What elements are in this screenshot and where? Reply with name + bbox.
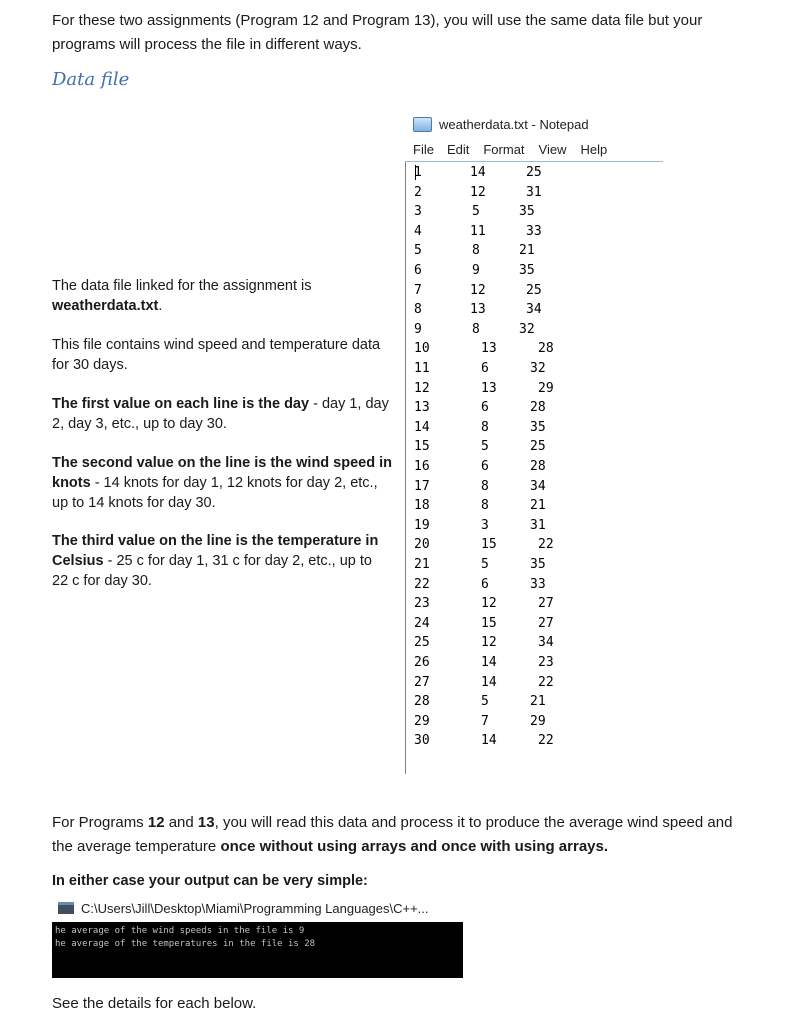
menu-format[interactable]: Format: [483, 141, 525, 157]
temperature-value: 28: [538, 341, 554, 357]
wind-speed-value: 12: [470, 184, 486, 200]
temperature-value: 35: [519, 204, 535, 220]
console-output: [52, 922, 463, 978]
output-heading: In either case your output can be very simple:: [52, 873, 368, 889]
day-value: 13: [414, 400, 430, 416]
day-value: 18: [414, 498, 430, 514]
wind-speed-value: 8: [472, 321, 480, 337]
day-value: 19: [414, 517, 430, 533]
para-text: , you will read this data and process it to produce the average wind speed and the average temperature: [52, 814, 733, 855]
day-value: 4: [414, 223, 422, 239]
day-value: 15: [414, 439, 430, 455]
temperature-value: 34: [530, 478, 546, 494]
wind-speed-value: 9: [472, 263, 480, 278]
day-value: 20: [414, 537, 430, 553]
wind-speed-value: 6: [481, 576, 489, 592]
data-file-description: [52, 276, 392, 316]
wind-speed-value: 8: [481, 498, 489, 514]
temperature-value: 35: [530, 419, 546, 435]
programs-description: [52, 811, 752, 859]
day-value: 5: [414, 243, 422, 259]
desc-bold: The third value on the line is the temperature in Celsius: [52, 533, 379, 569]
console-titlebar: [52, 895, 463, 921]
temperature-value: 22: [538, 674, 554, 690]
wind-speed-value: 6: [481, 459, 489, 474]
wind-speed-value: 14: [481, 674, 497, 690]
desc-text: - day 1, day 2, day 3, etc., up to day 30.: [52, 396, 389, 432]
notepad-menubar: [405, 137, 663, 162]
temperature-value: 34: [538, 635, 554, 651]
day-value: 16: [414, 459, 430, 474]
temperature-value: 32: [530, 361, 546, 376]
data-contents-description: This file contains wind speed and temperature data for 30 days.: [52, 337, 381, 373]
temperature-value: 21: [530, 498, 546, 514]
wind-speed-value: 5: [481, 694, 489, 710]
day-value: 8: [414, 302, 422, 318]
temperature-value: 25: [526, 165, 542, 180]
temperature-value: 22: [538, 537, 554, 553]
desc-text: - 25 c for day 1, 31 c for day 2, etc., up to 22 c for day 30.: [52, 553, 372, 589]
day-value: 26: [414, 655, 430, 670]
day-value: 1: [414, 165, 422, 180]
day-value: 12: [414, 380, 430, 396]
temperature-value: 21: [530, 694, 546, 710]
wind-speed-value: 8: [472, 243, 480, 259]
desc-text: - 14 knots for day 1, 12 knots for day 2, etc., up to 14 knots for day 30.: [52, 475, 378, 511]
temperature-value: 22: [538, 733, 554, 749]
menu-edit[interactable]: Edit: [446, 141, 470, 157]
temperature-value: 28: [530, 459, 546, 474]
notepad-titlebar: [405, 112, 663, 137]
temperature-value: 28: [530, 400, 546, 416]
temperature-value: 25: [530, 439, 546, 455]
temperature-value: 27: [538, 615, 554, 631]
desc-bold: The first value on each line is the day: [52, 396, 310, 412]
temperature-value: 21: [519, 243, 535, 259]
wind-speed-value: 15: [481, 615, 497, 631]
day-value: 11: [414, 361, 430, 376]
wind-speed-value: 3: [481, 517, 489, 533]
wind-speed-value: 8: [481, 478, 489, 494]
para-text: For Programs: [52, 814, 148, 831]
day-value: 6: [414, 263, 422, 278]
notepad-title: weatherdata.txt - Notepad: [439, 117, 589, 132]
day-value: 25: [414, 635, 430, 651]
desc-text: .: [158, 298, 163, 314]
console-icon: [58, 902, 74, 914]
wind-speed-value: 11: [470, 223, 486, 239]
wind-speed-value: 14: [481, 733, 497, 749]
temperature-value: 34: [526, 302, 542, 318]
wind-speed-value: 14: [470, 165, 486, 180]
para-text: and: [164, 814, 198, 831]
temperature-value: 25: [526, 282, 542, 298]
temperature-value: 31: [530, 517, 546, 533]
wind-speed-value: 13: [470, 302, 486, 318]
day-value: 7: [414, 282, 422, 298]
third-value-description: [52, 531, 392, 591]
console-line: he average of the wind speeds in the file is 9: [55, 926, 305, 936]
temperature-value: 29: [530, 713, 546, 729]
day-value: 9: [414, 321, 422, 337]
wind-speed-value: 8: [481, 419, 489, 435]
day-value: 14: [414, 419, 430, 435]
temperature-value: 35: [519, 263, 535, 278]
notepad-icon: [413, 117, 432, 132]
second-value-description: [52, 453, 392, 513]
wind-speed-value: 5: [472, 204, 480, 220]
wind-speed-value: 12: [481, 635, 497, 651]
day-value: 23: [414, 596, 430, 612]
desc-text: The data file linked for the assignment is: [52, 278, 312, 294]
day-value: 2: [414, 184, 422, 200]
wind-speed-value: 12: [470, 282, 486, 298]
day-value: 30: [414, 733, 430, 749]
notepad-window: [405, 112, 663, 775]
notepad-text-area[interactable]: [405, 162, 664, 774]
temperature-value: 33: [526, 223, 542, 239]
wind-speed-value: 14: [481, 655, 497, 670]
wind-speed-value: 12: [481, 596, 497, 612]
para-bold: 13: [197, 814, 215, 831]
day-value: 21: [414, 557, 430, 572]
day-value: 28: [414, 694, 430, 710]
temperature-value: 31: [526, 184, 542, 200]
menu-view[interactable]: View: [538, 141, 567, 157]
day-value: 27: [414, 674, 430, 690]
temperature-value: 23: [538, 655, 554, 670]
console-title: C:\Users\Jill\Desktop\Miami\Programming Languages\C++...: [81, 900, 429, 916]
console-line: he average of the temperatures in the file is 28: [55, 939, 316, 949]
day-value: 3: [414, 204, 422, 220]
wind-speed-value: 13: [481, 341, 497, 357]
data-file-heading: Data file: [52, 69, 130, 90]
wind-speed-value: 6: [481, 400, 489, 416]
intro-paragraph: For these two assignments (Program 12 and Program 13), you will use the same data file but your programs will process the file in different ways.: [52, 12, 703, 53]
wind-speed-value: 5: [481, 557, 489, 572]
footer-text: See the details for each below.: [52, 995, 257, 1012]
temperature-value: 27: [538, 596, 554, 612]
temperature-value: 29: [538, 380, 554, 396]
first-value-description: [52, 394, 392, 434]
day-value: 29: [414, 713, 430, 729]
day-value: 10: [414, 341, 430, 357]
temperature-value: 35: [530, 557, 546, 572]
wind-speed-value: 15: [481, 537, 497, 553]
menu-file[interactable]: File: [413, 141, 434, 157]
menu-help[interactable]: Help: [580, 141, 608, 157]
day-value: 24: [414, 615, 430, 631]
temperature-value: 33: [530, 576, 546, 592]
desc-bold: The second value on the line is the wind speed in knots: [52, 455, 393, 491]
temperature-value: 32: [519, 321, 535, 337]
day-value: 17: [414, 478, 430, 494]
day-value: 22: [414, 576, 430, 592]
data-filename: weatherdata.txt: [52, 298, 159, 314]
para-bold: 12: [147, 814, 165, 831]
wind-speed-value: 6: [481, 361, 489, 376]
para-bold: once without using arrays and once with using arrays.: [220, 838, 609, 855]
wind-speed-value: 13: [481, 380, 497, 396]
wind-speed-value: 7: [481, 713, 489, 729]
wind-speed-value: 5: [481, 439, 489, 455]
